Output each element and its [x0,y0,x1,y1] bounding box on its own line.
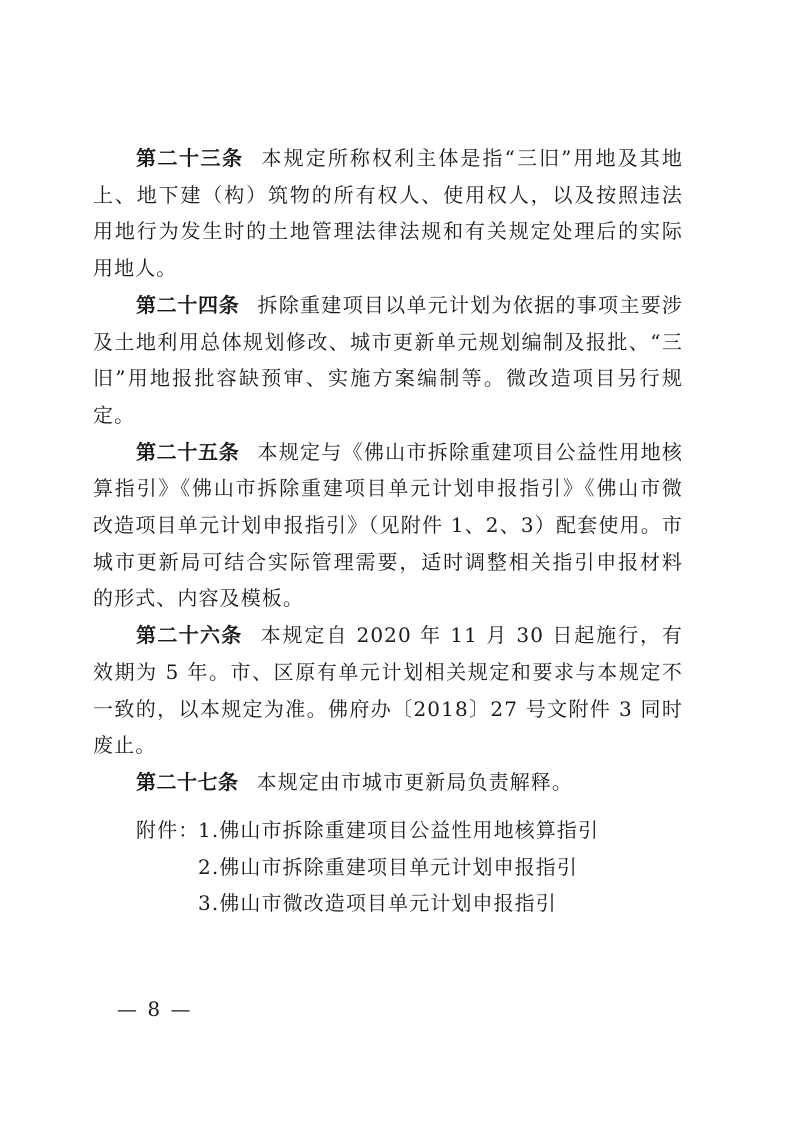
article-text: 本规定与《佛山市拆除重建项目公益性用地核算指引》《佛山市拆除重建项目单元计划申报指引》《佛山市微改造项目单元计划申报指引》（见附件 1、2、3）配套使用。市城市更新局可结合实际管理需要，适时调整相关指引申报材料的形式、内容及模板。 [93,439,683,611]
article-text: 本规定自 2020 年 11 月 30 日起施行，有效期为 5 年。市、区原有单元计划相关规定和要求与本规定不一致的，以本规定为准。佛府办〔2018〕27 号文附件 3 同时废止。 [93,623,684,758]
attachments-label: 附件： [136,818,200,842]
article-number: 第二十三条 [136,146,244,170]
article-23 [93,140,683,287]
article-number: 第二十五条 [136,439,240,464]
attachment-row [136,849,599,886]
attachment-item-3: 3.佛山市微改造项目单元计划申报指引 [198,891,557,915]
attachment-item-2: 2.佛山市拆除重建项目单元计划申报指引 [198,854,578,879]
article-text: 本规定所称权利主体是指“三旧”用地及其地上、地下建（构）筑物的所有权人、使用权人，以及按照违法用地行为发生时的土地管理法律法规和有关规定处理后的实际用地人。 [93,146,684,281]
document-body [93,140,683,801]
article-26 [93,617,683,764]
article-24 [93,287,683,434]
attachments-list [136,812,599,922]
article-number: 第二十四条 [136,292,240,317]
attachment-item-1: 1.佛山市拆除重建项目公益性用地核算指引 [198,818,600,842]
page-number: — 8 — [117,997,193,1021]
attachment-row [136,812,599,849]
article-25 [93,434,683,618]
article-text: 拆除重建项目以单元计划为依据的事项主要涉及土地利用总体规划修改、城市更新单元规划编制及报批、“三旧”用地报批容缺预审、实施方案编制等。微改造项目另行规定。 [93,292,683,427]
article-number: 第二十六条 [136,623,243,648]
article-text: 本规定由市城市更新局负责解释。 [256,769,573,794]
attachment-row [136,885,599,922]
article-number: 第二十七条 [136,769,239,794]
article-27 [93,764,683,801]
